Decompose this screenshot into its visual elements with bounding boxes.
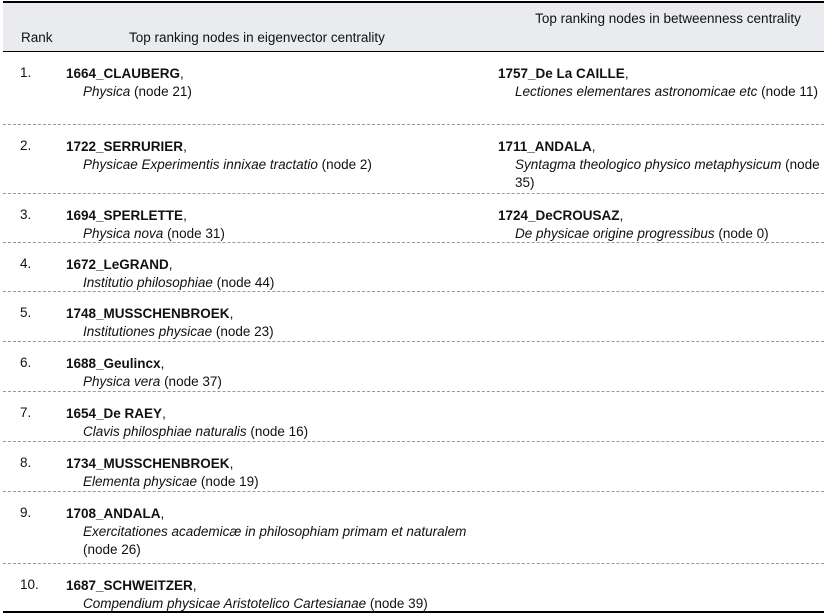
work-title: Institutio philosophiae	[83, 275, 213, 290]
header-rank: Rank	[21, 30, 53, 45]
node-name: 1734_MUSSCHENBROEK	[66, 456, 230, 471]
rank-cell: 2.	[20, 138, 32, 153]
node-name: 1722_SERRURIER	[66, 139, 184, 154]
table-row	[3, 52, 824, 125]
eigenvector-cell: 1664_CLAUBERG, Physica (node 21)	[66, 66, 192, 99]
node-name: 1654_De RAEY	[66, 406, 163, 421]
rank-cell: 10.	[20, 577, 39, 592]
work-title: De physicae origine progressibus	[515, 226, 715, 241]
node-id: (node 16)	[250, 424, 309, 439]
work-title: Physica vera	[83, 374, 161, 389]
table-row	[3, 292, 824, 342]
node-id: (node 0)	[718, 226, 769, 241]
table-row	[3, 492, 824, 564]
table-row	[3, 442, 824, 492]
header-eigenvector: Top ranking nodes in eigenvector centrality	[129, 30, 385, 45]
eigenvector-cell: 1694_SPERLETTE, Physica nova (node 31)	[66, 208, 225, 241]
betweenness-cell: 1757_De La CAILLE, Lectiones elementares astronomicae etc (node 11)	[498, 66, 818, 99]
table-header	[3, 3, 824, 52]
node-name: 1748_MUSSCHENBROEK	[66, 306, 230, 321]
work-title: Physica	[83, 84, 131, 99]
eigenvector-cell: 1708_ANDALA, Exercitationes academicæ in philosophiam primam et naturalem (node 26)	[66, 506, 467, 557]
rank-cell: 8.	[20, 455, 32, 470]
node-id: (node 23)	[215, 324, 274, 339]
eigenvector-cell: 1722_SERRURIER, Physicae Experimentis innixae tractatio (node 2)	[66, 139, 372, 172]
node-id: (node 31)	[167, 226, 225, 241]
eigenvector-cell: 1672_LeGRAND, Institutio philosophiae (node 44)	[66, 257, 275, 290]
table-row	[3, 342, 824, 392]
node-id: (node 19)	[200, 474, 259, 489]
node-id: (node 39)	[369, 596, 428, 611]
node-name: 1687_SCHWEITZER	[66, 578, 193, 593]
work-title: Elementa physicae	[83, 474, 198, 489]
node-name: 1757_De La CAILLE	[498, 66, 625, 81]
node-name: 1708_ANDALA	[66, 506, 161, 521]
eigenvector-cell: 1734_MUSSCHENBROEK, Elementa physicae (node 19)	[66, 456, 259, 489]
node-name: 1664_CLAUBERG	[66, 66, 181, 81]
node-id: (node 35)	[515, 157, 820, 190]
node-name: 1694_SPERLETTE	[66, 208, 184, 223]
table-row	[3, 392, 824, 442]
rank-cell: 5.	[20, 305, 32, 320]
work-title: Institutiones physicae	[83, 324, 213, 339]
work-title: Clavis philosphiae naturalis	[83, 424, 247, 439]
node-id: (node 11)	[761, 84, 818, 99]
work-title: Compendium physicae Aristotelico Cartesianae	[83, 596, 367, 611]
betweenness-cell: 1724_DeCROUSAZ, De physicae origine progressibus (node 0)	[498, 208, 769, 241]
node-name: 1672_LeGRAND	[66, 257, 169, 272]
eigenvector-cell: 1688_Geulincx, Physica vera (node 37)	[66, 356, 222, 389]
work-title: Exercitationes academicæ in philosophiam primam et naturalem	[83, 524, 467, 539]
node-name: 1724_DeCROUSAZ	[498, 208, 620, 223]
node-id: (node 21)	[134, 84, 192, 99]
node-id: (node 37)	[164, 374, 222, 389]
node-name: 1711_ANDALA	[498, 139, 592, 154]
eigenvector-cell: 1687_SCHWEITZER, Compendium physicae Aristotelico Cartesianae (node 39)	[66, 578, 428, 611]
rank-cell: 9.	[20, 505, 32, 520]
table-row	[3, 564, 824, 610]
rank-cell: 4.	[20, 256, 32, 271]
rank-cell: 7.	[20, 405, 32, 420]
work-title: Lectiones elementares astronomicae etc	[515, 84, 758, 99]
betweenness-cell: 1711_ANDALA, Syntagma theologico physico metaphysicum (node 35)	[498, 139, 820, 190]
eigenvector-cell: 1748_MUSSCHENBROEK, Institutiones physicae (node 23)	[66, 306, 274, 339]
eigenvector-cell: 1654_De RAEY, Clavis philosphiae naturalis (node 16)	[66, 406, 309, 439]
node-name: 1688_Geulincx	[66, 356, 161, 371]
bottom-rule	[3, 611, 824, 613]
rank-cell: 3.	[20, 207, 32, 222]
table-row	[3, 243, 824, 292]
node-id: (node 2)	[321, 157, 372, 172]
work-title: Physica nova	[83, 226, 164, 241]
table-row	[3, 125, 824, 194]
header-betweenness: Top ranking nodes in betweenness centrality	[535, 11, 801, 26]
node-id: (node 44)	[216, 275, 275, 290]
rank-cell: 1.	[20, 65, 32, 80]
node-id: (node 26)	[83, 542, 141, 557]
rank-cell: 6.	[20, 355, 32, 370]
work-title: Physicae Experimentis innixae tractatio	[83, 157, 318, 172]
table-row	[3, 194, 824, 243]
work-title: Syntagma theologico physico metaphysicum	[515, 157, 782, 172]
